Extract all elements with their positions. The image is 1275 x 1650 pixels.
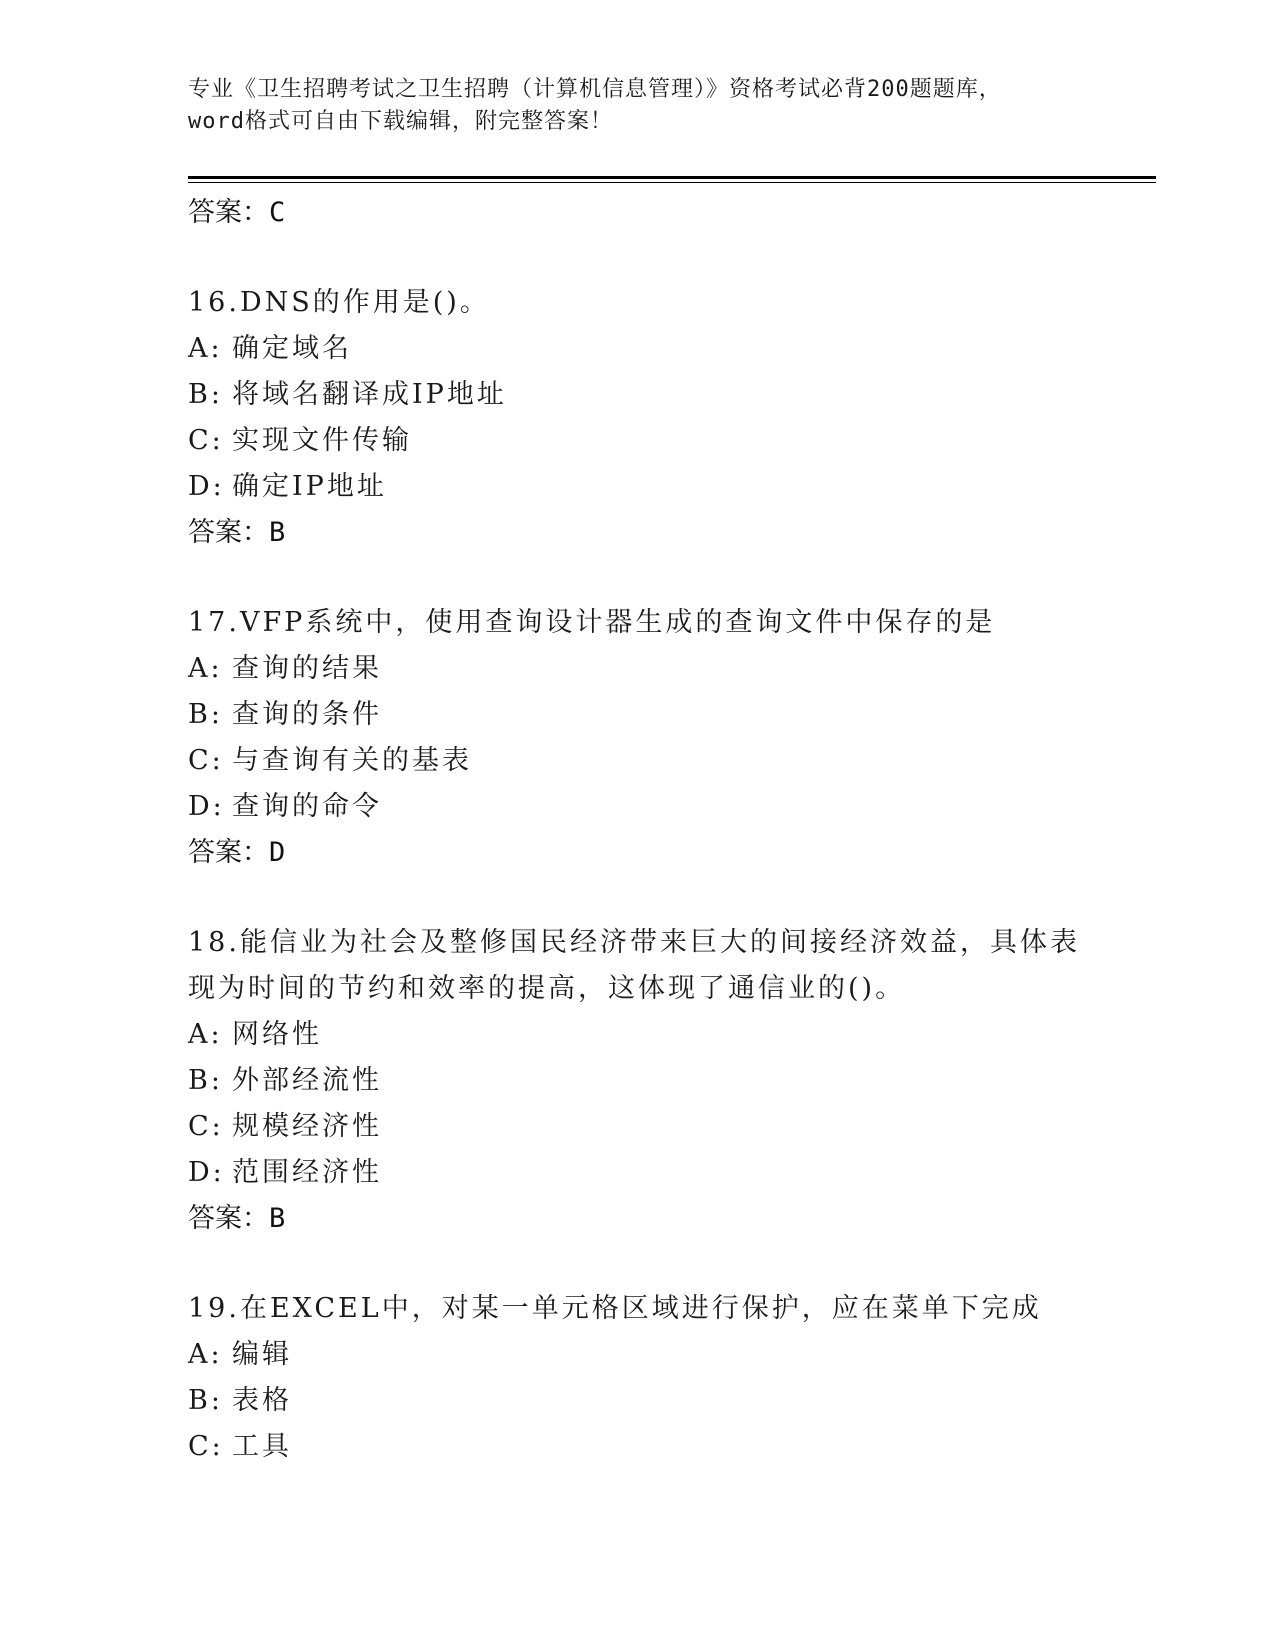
answer-label: 答案： [188, 1203, 269, 1234]
option-letter: B: [188, 699, 223, 730]
option-text: 实现文件传输 [232, 425, 412, 456]
option-text: 查询的结果 [232, 653, 382, 684]
option-text: 规模经济性 [232, 1111, 382, 1142]
option-text: 工具 [232, 1431, 292, 1462]
option-letter: C: [188, 1111, 224, 1142]
option-a [188, 1012, 1088, 1058]
answer-line [188, 510, 1088, 556]
option-letter: A: [188, 333, 223, 364]
option-letter: D: [188, 1157, 225, 1188]
answer-value: B [269, 517, 286, 548]
option-text: 确定IP地址 [232, 471, 387, 502]
option-a [188, 326, 1088, 372]
option-b [188, 372, 1088, 418]
document-header [188, 74, 1088, 138]
option-letter: A: [188, 1019, 223, 1050]
option-letter: B: [188, 1385, 223, 1416]
option-letter: B: [188, 1065, 223, 1096]
answer-line-prev [188, 190, 1088, 236]
answer-value: C [269, 197, 286, 228]
option-text: 与查询有关的基表 [232, 745, 472, 776]
option-letter: C: [188, 425, 224, 456]
answer-line [188, 830, 1088, 876]
header-line-1: 专业《卫生招聘考试之卫生招聘（计算机信息管理）》资格考试必背200题题库， [188, 77, 1002, 102]
header-line-2: word格式可自由下载编辑，附完整答案！ [188, 109, 613, 134]
option-c [188, 418, 1088, 464]
question-block-19 [188, 1286, 1088, 1470]
option-d [188, 1150, 1088, 1196]
question-list [188, 190, 1088, 1470]
option-letter: C: [188, 745, 224, 776]
answer-value: D [269, 837, 286, 868]
option-a [188, 646, 1088, 692]
option-b [188, 1378, 1088, 1424]
question-text: 16.DNS的作用是()。 [188, 287, 490, 318]
option-letter: D: [188, 471, 225, 502]
question-text: 19.在EXCEL中，对某一单元格区域进行保护，应在菜单下完成 [188, 1293, 1042, 1324]
option-d [188, 464, 1088, 510]
option-text: 查询的条件 [232, 699, 382, 730]
option-c [188, 738, 1088, 784]
option-text: 外部经流性 [232, 1065, 382, 1096]
question-block-17 [188, 600, 1088, 876]
option-letter: A: [188, 653, 223, 684]
option-text: 网络性 [232, 1019, 322, 1050]
header-divider-thick [188, 176, 1156, 179]
question-text: 17.VFP系统中，使用查询设计器生成的查询文件中保存的是 [188, 607, 996, 638]
option-text: 表格 [232, 1385, 292, 1416]
option-letter: B: [188, 379, 223, 410]
option-text: 确定域名 [232, 333, 352, 364]
answer-label: 答案： [188, 517, 269, 548]
option-c [188, 1424, 1088, 1470]
option-c [188, 1104, 1088, 1150]
answer-label: 答案： [188, 197, 269, 228]
option-text: 将域名翻译成IP地址 [232, 379, 507, 410]
option-text: 编辑 [232, 1339, 292, 1370]
option-text: 查询的命令 [232, 791, 382, 822]
option-text: 范围经济性 [232, 1157, 382, 1188]
answer-line [188, 1196, 1088, 1242]
option-letter: A: [188, 1339, 223, 1370]
answer-value: B [269, 1203, 286, 1234]
question-block-16 [188, 280, 1088, 556]
question-block-18 [188, 920, 1088, 1242]
header-divider-thin [188, 182, 1156, 183]
option-b [188, 1058, 1088, 1104]
option-b [188, 692, 1088, 738]
option-a [188, 1332, 1088, 1378]
option-d [188, 784, 1088, 830]
option-letter: D: [188, 791, 225, 822]
question-text: 18.能信业为社会及整修国民经济带来巨大的间接经济效益，具体表现为时间的节约和效率的提高，这体现了通信业的()。 [188, 927, 1080, 1004]
answer-label: 答案： [188, 837, 269, 868]
option-letter: C: [188, 1431, 224, 1462]
